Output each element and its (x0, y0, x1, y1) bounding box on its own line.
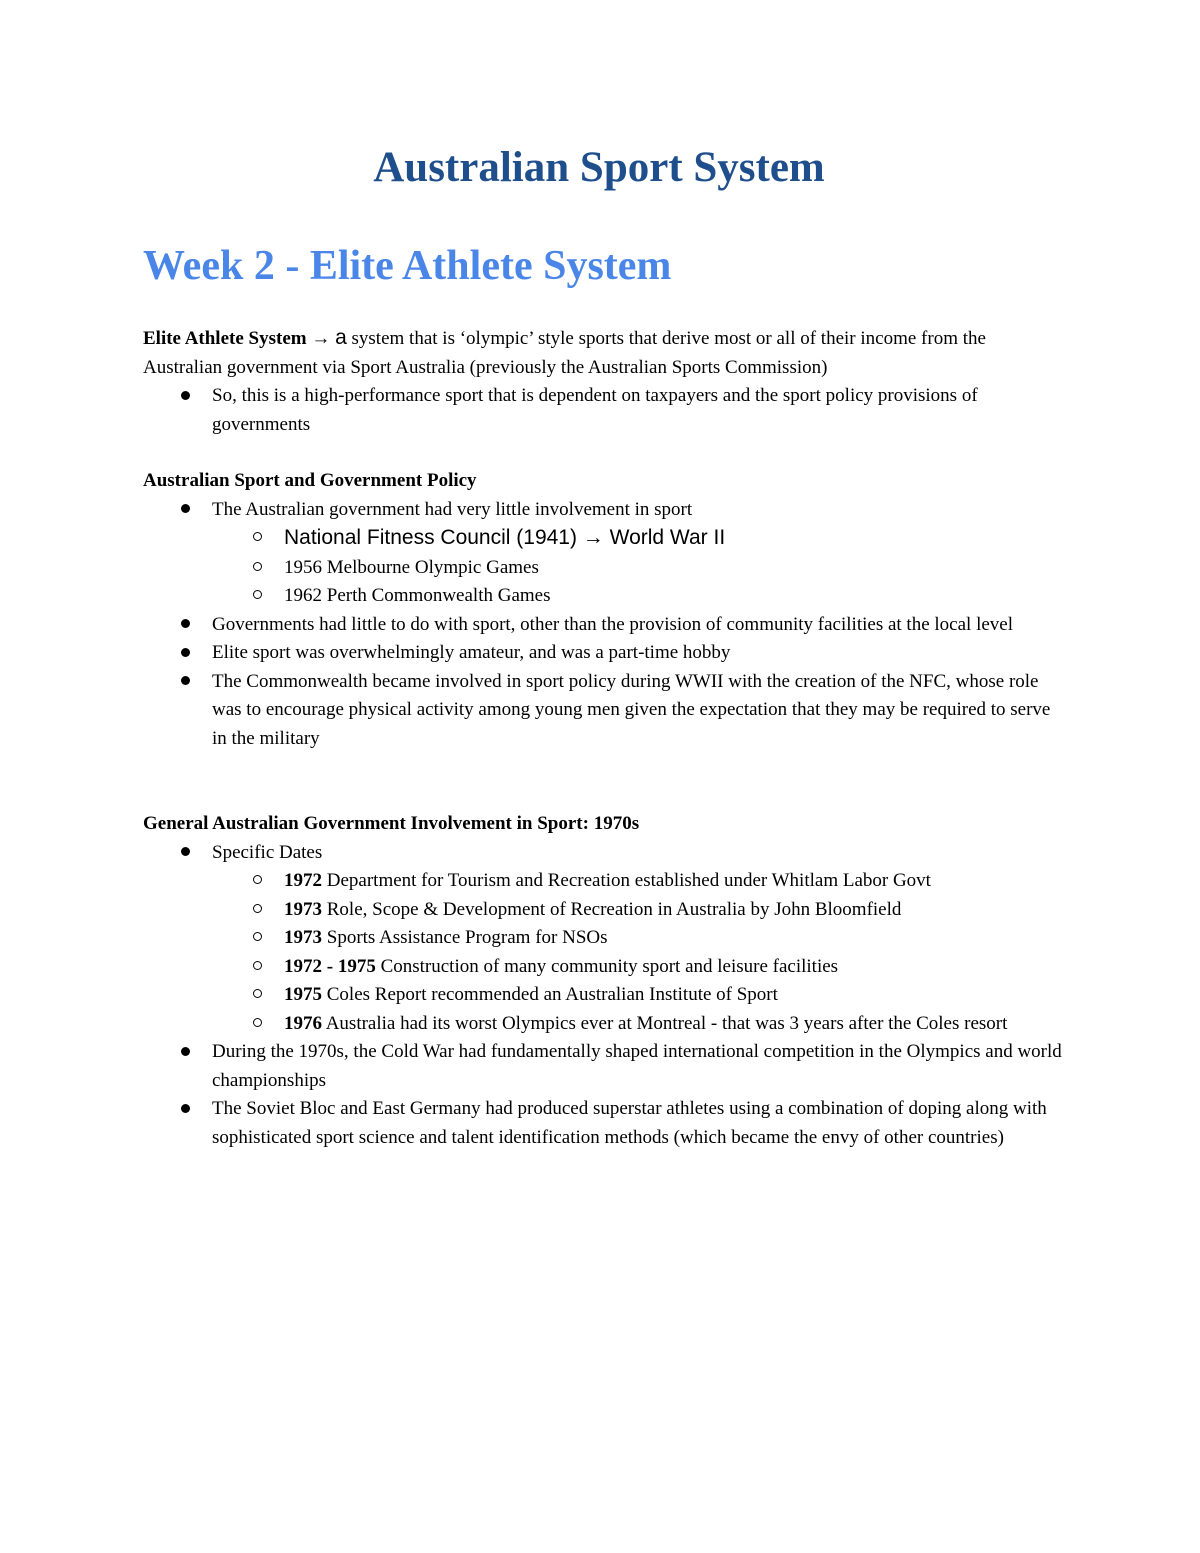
bullet-circle-icon (249, 554, 265, 583)
intro-section (143, 324, 1063, 439)
list-subitem: 1962 Perth Commonwealth Games (143, 582, 1063, 611)
bullet-dot-icon (177, 839, 193, 868)
date-item (143, 867, 1063, 896)
policy-bullet-list (143, 496, 1063, 754)
policy-heading: Australian Sport and Government Policy (143, 470, 477, 491)
week-topic: - Elite Athlete System (274, 243, 672, 289)
intro-bullet-list (143, 382, 1063, 439)
policy-section (143, 467, 1063, 753)
intro-definition (143, 324, 1063, 382)
bullet-dot-icon (177, 639, 193, 668)
list-subitem: 1956 Melbourne Olympic Games (143, 554, 1063, 583)
date-item (143, 1010, 1063, 1039)
document-title: Australian Sport System (373, 144, 825, 191)
date-text: Department for Tourism and Recreation established under Whitlam Labor Govt (322, 870, 931, 891)
bullet-circle-icon (249, 1010, 265, 1039)
date-item (143, 981, 1063, 1010)
list-item: So, this is a high-performance sport that is dependent on taxpayers and the sport policy provisions of governments (143, 382, 1063, 439)
bullet-circle-icon (249, 896, 265, 925)
date-year: 1975 (284, 984, 322, 1005)
arrow-glyph: → (306, 328, 336, 349)
bullet-dot-icon (177, 1038, 193, 1067)
general-section (143, 810, 1063, 1152)
date-year: 1972 - 1975 (284, 955, 376, 977)
intro-article: a (335, 326, 347, 349)
general-heading: General Australian Government Involvement in Sport: 1970s (143, 813, 640, 834)
date-year: 1973 (284, 898, 322, 920)
bullet-dot-icon (177, 668, 193, 697)
list-item: During the 1970s, the Cold War had fundamentally shaped international competition in the Olympics and world championships (143, 1038, 1063, 1095)
date-text: Coles Report recommended an Australian Institute of Sport (322, 984, 778, 1005)
list-item: The Soviet Bloc and East Germany had produced superstar athletes using a combination of doping along with sophisticated sport science and talent identification methods (which became the envy of other countries) (143, 1095, 1063, 1152)
week-heading (143, 238, 671, 294)
date-text: Construction of many community sport and leisure facilities (375, 955, 839, 977)
list-item: The Australian government had very little involvement in sport (143, 496, 1063, 525)
bullet-circle-icon (249, 867, 265, 896)
bullet-dot-icon (177, 496, 193, 525)
date-item (143, 953, 1063, 982)
date-item (143, 924, 1063, 953)
bullet-circle-icon (249, 981, 265, 1010)
list-item: The Commonwealth became involved in sport policy during WWII with the creation of the NFC, whose role was to encourage physical activity among young men given the expectation that they may be required to serve in the military (143, 668, 1063, 754)
date-text: Australia had its worst Olympics ever at Montreal - that was 3 years after the Coles resort (322, 1012, 1008, 1034)
intro-definition-text: system that is ‘olympic’ style sports that derive most or all of their income from the Australian government via Sport Australia (previously the Australian Sports Commission) (143, 328, 986, 378)
list-subitem: National Fitness Council (1941) → World War II (143, 524, 1063, 554)
date-text: Role, Scope & Development of Recreation in Australia by John Bloomfield (322, 898, 902, 920)
list-item: Specific Dates (143, 839, 1063, 868)
date-year: 1973 (284, 927, 322, 948)
bullet-circle-icon (249, 524, 265, 553)
list-item: Governments had little to do with sport, other than the provision of community facilities at the local level (143, 611, 1063, 640)
bullet-circle-icon (249, 953, 265, 982)
date-item (143, 896, 1063, 925)
bullet-circle-icon (249, 582, 265, 611)
intro-term: Elite Athlete System (143, 328, 307, 349)
bullet-dot-icon (177, 1095, 193, 1124)
bullet-circle-icon (249, 924, 265, 953)
date-text: Sports Assistance Program for NSOs (322, 927, 608, 948)
week-number: Week 2 (143, 243, 275, 289)
date-year: 1972 (284, 870, 322, 891)
list-item: Elite sport was overwhelmingly amateur, and was a part-time hobby (143, 639, 1063, 668)
general-bullet-list (143, 839, 1063, 1153)
bullet-dot-icon (177, 611, 193, 640)
date-year: 1976 (284, 1012, 322, 1034)
bullet-dot-icon (177, 382, 193, 411)
